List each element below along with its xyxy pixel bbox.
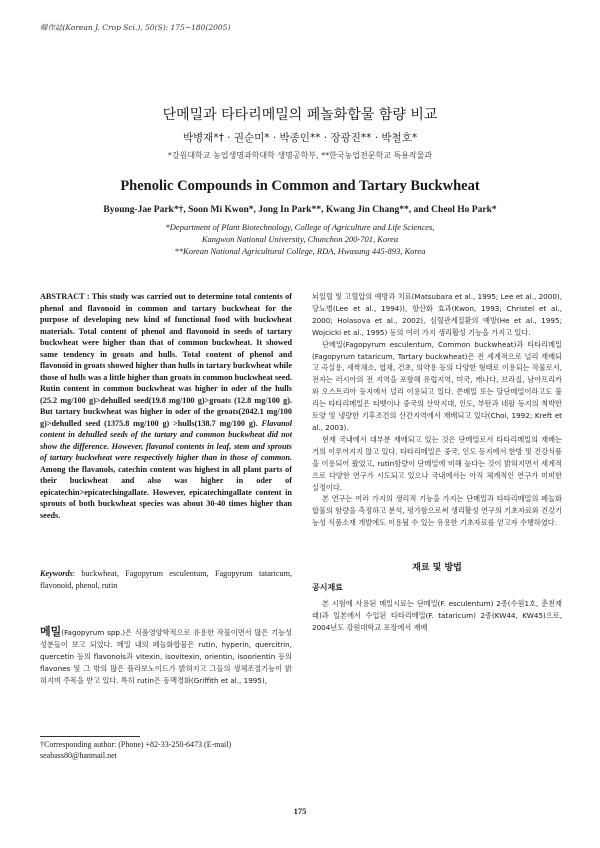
corresponding-author-footnote: †Corresponding author: (Phone) +82-33-250-6473 (E-mail) seabass80@hanmail.net bbox=[40, 740, 232, 760]
title-korean: 단메밀과 타타리메밀의 페놀화합물 함량 비교 bbox=[162, 107, 438, 123]
affiliation-english-line-3: **Korean National Agricultural College, RDA, Hwasung 445-893, Korea bbox=[174, 246, 426, 256]
keywords-label: Keywords bbox=[40, 569, 73, 578]
methods-paragraph: 본 시험에 사용된 메밀시료는 단메밀(F. esculentum) 2종(수원1호, 춘천재래)과 일본에서 수입된 타타리메밀(F. tataricum) 2종(KW44, KW45)으로, 2004년도 강원대학교 포장에서 재배 bbox=[312, 599, 562, 632]
subheading-materials: 공시재료 bbox=[312, 583, 343, 592]
abstract-italic-text: Flavanol content in dehulled seeds of the tartary and common buckwheat did not show the difference. However, flavanol contents in leaf, stem and sprouts of tartary buckwheat were respectively higher than in those of common. bbox=[40, 418, 292, 462]
title-english: Phenolic Compounds in Common and Tartary Buckwheat bbox=[120, 178, 480, 194]
methods-text bbox=[312, 598, 562, 634]
intro-paragraph-2: 단메밀(Fagopyrum esculentum, Common buckwheat)과 타타리메밀(Fagopyrum tataricum, Tartary buckwheat)은 전 세계적으로 널리 재배되고 곡실용, 새싹채소, 엽채, 건초, 의약용 등의 다양한 형태로 이용되는 작물로서, 전자는 러시아의 전 지역을 포함해 유럽지역, 미국, 캐나다, 브라질, 남아프리카와 오스트리아 등지에서 널리 이용되고 있다. 쓴메밀 또는 달단메밀이라고도 불리는 타타리메밀은 티벳이나 중국의 산악지대, 인도, 부탄과 네팔 등지의 척박한 토양 및 냉량한 기후조건의 산간지역에서 재배되고 있다(Choi, 1992; Kreft et al., 2003). bbox=[312, 339, 562, 432]
authors-korean: 박병재*† · 권순미* · 박종인** · 장광진** · 박철호* bbox=[182, 132, 418, 144]
affiliation-korean: *강원대학교 농업생명과학대학 생명공학부, **한국농업전문학교 특용작물과 bbox=[167, 151, 433, 160]
keywords bbox=[40, 568, 292, 591]
abstract bbox=[40, 291, 292, 521]
footnote-rule bbox=[40, 736, 140, 737]
abstract-text: This study was carried out to determine total contents of phenol and flavonoid in common and tartary buckwheat for the purpose of developing new kind of functional food with buckwheat materials. Total content of phenol and flavonoid in seeds of tartary buckwheat were higher than that of common buckwheat. It showed same tendency in groats and hulls. Total content of phenol and flavonoid in groats showed higher than hulls in tartary buckwheat while those of hulls was a little higher than groats in common buckwheat seed. Rutin content in common buckwheat was higher in oder of the hulls (25.2 mg/100 g)>dehulled seed(19.8 mg/100 g)>groats (12.8 mg/100 g). But tartary buckwheat was higher in oder of the groats(2042.1 mg/100 g)>dehulled seed (1375.8 mg/100 g) >hulls(138.7 mg/100 g). bbox=[40, 292, 293, 428]
intro-paragraph-3: 현재 국내에서 대부분 재배되고 있는 것은 단메밀로서 타타리메밀의 재배는 거의 이루어지지 않고 있다. 타타리메밀은 중국, 인도 등지에서 한방 및 건강식품을 이용되어 왔었고, rutin함량이 단메밀에 비해 높다는 것이 밝혀지면서 세계적으로 다양한 연구가 시도되고 있으나 국내에서는 아직 체계적인 연구가 미비한 실정이다. bbox=[312, 434, 562, 492]
keywords-text: : buckwheat, Fagopyrum esculentum, Fagopyrum tataricum, flavonoid, phenol, rutin bbox=[40, 569, 292, 590]
introduction-right bbox=[312, 291, 562, 529]
journal-citation: 韓作誌(Korean J. Crop Sci.), 50(S): 175~180(2005) bbox=[40, 23, 231, 32]
intro-dropcap: 메밀 bbox=[40, 625, 62, 638]
page-number: 175 bbox=[293, 806, 307, 816]
intro-paragraph-1: 뇌일혈 및 고혈압의 예방과 치료(Matsubara et al., 1995; Lee et al., 2000), 당뇨병(Lee et al., 1994)), 항산화 효과(Kwon, 1993; Christel et al., 2000; Holasova et al., 2002), 심혈관계질환의 예방(He et al., 1995; Wojcicki et al., 1995) 등의 여러 가지 생리활성 기능을 가지고 있다. bbox=[312, 292, 562, 337]
abstract-tail-text: Among the flavanols, catechin content was highest in all plant parts of their buckwheat and also was higher in oder of epicatechin>epicatechingallate. However, epicatechingallate content in sprouts of both buckwheat species was about 30-40 times higher than seeds. bbox=[40, 464, 292, 520]
intro-paragraph-4: 본 연구는 여러 가지의 생리적 기능을 가지는 단메밀과 타타리메밀의 페놀화합물의 함량을 측정하고 분석, 평가함으로써 생리활성 연구의 기초자료와 건강기능성 식품소재 개발에도 이용될 수 있는 유용한 기초자료를 얻고자 수행하였다. bbox=[312, 494, 562, 528]
authors-english: Byoung-Jae Park*†, Soon Mi Kwon*, Jong In Park**, Kwang Jin Chang**, and Cheol Ho Park* bbox=[103, 205, 497, 215]
intro-text: (Fagopyrum spp.)은 식품영양학적으로 유용한 작물이면서 많은 기능성 성분들이 보고 되었다. 메밀 내의 페놀화합물은 rutin, hyperin, quercitrin, quercetin 등의 flavonols과 vitexin, isovitexin, orientin, isoorientin 등의 flavones 및 그 밖의 많은 플라보노이드가 밝혀지고 그들의 생체조절기능이 밝혀지며 주목을 받고 있다. 특히 rutin은 동맥경화(Griffith et al., 1995), bbox=[40, 628, 292, 685]
section-heading-materials-methods: 재료 및 방법 bbox=[412, 563, 462, 573]
affiliation-english-line-2: Kangwon National University, Chunchon 200-701, Korea bbox=[201, 234, 399, 244]
introduction-left bbox=[40, 626, 292, 687]
abstract-label: ABSTRACT : bbox=[40, 292, 90, 301]
affiliation-english-line-1: *Department of Plant Biotechnology, College of Agriculture and Life Sciences, bbox=[165, 222, 435, 232]
